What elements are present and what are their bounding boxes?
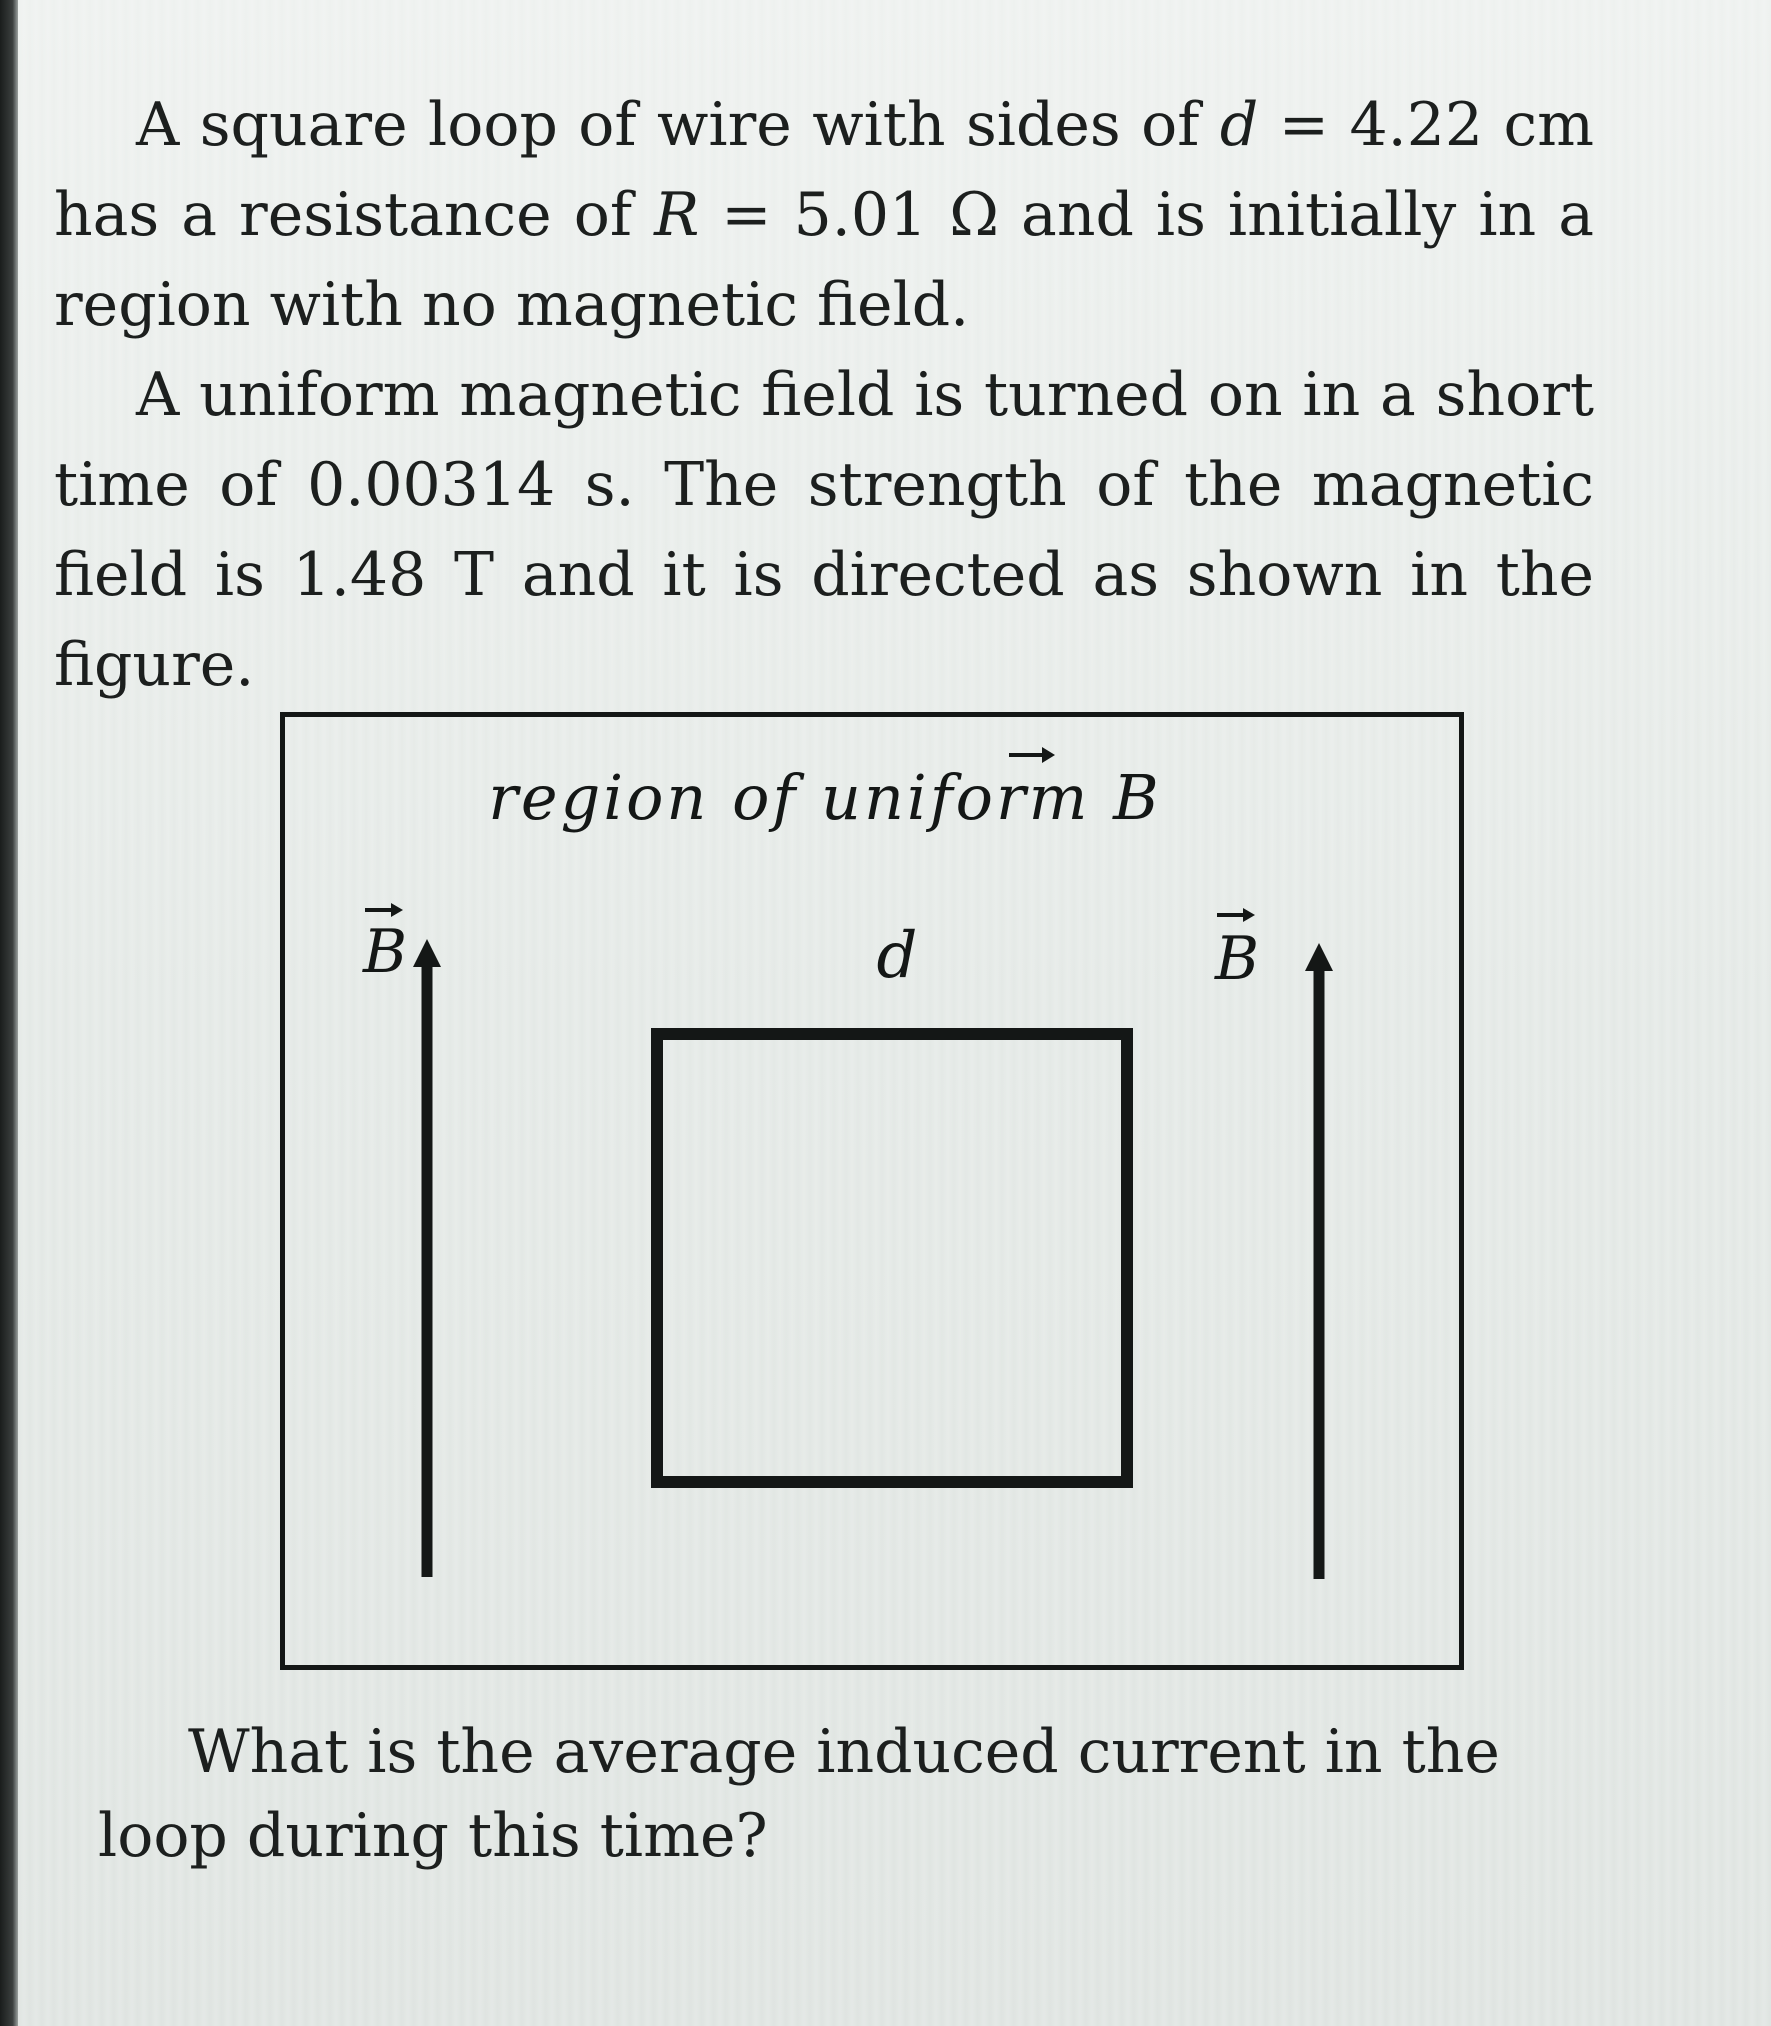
variable-d: d [1219,90,1259,160]
question-statement [98,1710,1598,1878]
figure-frame [280,712,1464,1670]
right-field-label: B [1215,924,1260,994]
magnetic-field-figure [285,717,1459,1665]
right-b-vector-arrow [1217,908,1255,922]
page [18,0,1771,2026]
side-length-label: d [876,919,918,993]
region-label: region of uniform B [488,761,1162,834]
variable-r: R [654,180,700,250]
screen-edge [0,0,18,2026]
problem-paragraph-1: A square loop of wire with sides of d = 4.22 cm has a resistance of R = 5.01 Ω and is initially in a region with no magnetic field. [54,90,1594,340]
region-b-symbol: B [1113,761,1162,834]
problem-statement [54,80,1594,710]
square-wire-loop [657,1034,1127,1482]
right-field-arrow [1305,943,1333,1579]
problem-paragraph-2: A uniform magnetic field is turned on in a short time of 0.00314 s. The strength of the magnetic field is 1.48 T and it is directed as shown in the figure. [54,360,1594,700]
left-field-arrow [413,939,441,1577]
left-b-vector-arrow [365,903,403,917]
question-paragraph: What is the average induced current in the loop during this time? [98,1717,1500,1871]
left-field-label: B [363,917,408,987]
